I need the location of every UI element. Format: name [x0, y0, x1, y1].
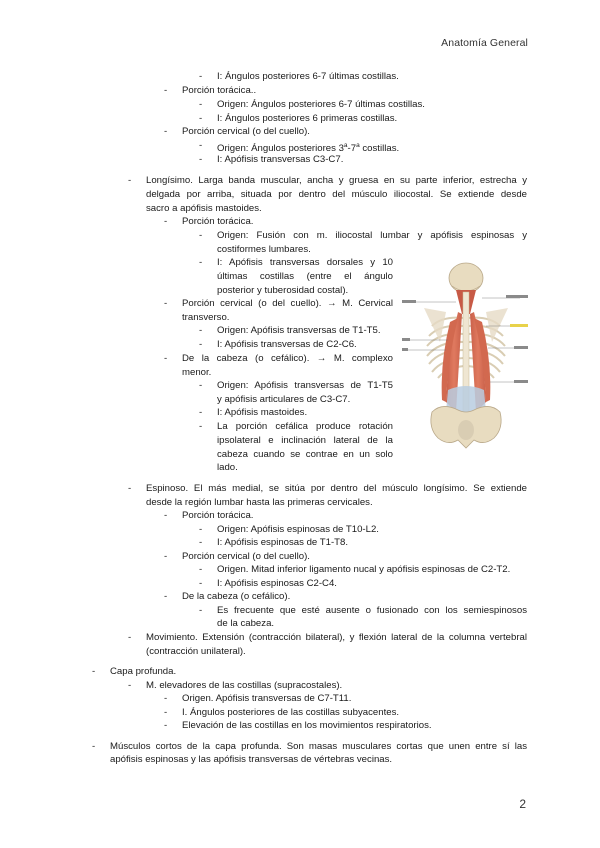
- longisimo-cabeza-origin: Origen: Apófisis transversas de T1-T5: [217, 380, 393, 391]
- espinoso-cervical-origin: Origen. Mitad inferior ligamento nucal y apófisis espinosas de C2-T2.: [217, 564, 511, 575]
- movimiento-line: Movimiento. Extensión (contracción bilateral), y flexión lateral de la columna vertebral: [146, 632, 527, 643]
- cortos-line: apófisis espinosas y las apófisis transversas de vértebras vecinas.: [110, 754, 393, 765]
- espinoso-cabeza-note: Es frecuente que esté ausente o fusionado con los semiespinosos: [217, 605, 527, 616]
- bullet-dash: -: [199, 578, 203, 589]
- elevadores-function: Elevación de las costillas en los movimientos respiratorios.: [182, 720, 432, 731]
- iliocostal-cervical-origin: Origen: Ángulos posteriores 3$^a$-7$^a$ costillas.: [217, 142, 400, 155]
- bullet-dash: -: [199, 421, 203, 432]
- bullet-dash: -: [128, 483, 132, 494]
- longisimo-cabeza-title: menor.: [182, 367, 212, 378]
- elevadores-insertion: I. Ángulos posteriores de las costillas subyacentes.: [182, 707, 400, 718]
- bullet-dash: -: [164, 707, 168, 718]
- bullet-dash: -: [164, 216, 168, 227]
- longisimo-desc-line: Longísimo. Larga banda muscular, ancha y gruesa en su parte inferior, estrecha y: [146, 175, 527, 186]
- bullet-dash: -: [199, 325, 203, 336]
- bullet-dash: -: [92, 666, 96, 677]
- bullet-dash: -: [199, 140, 203, 151]
- bullet-dash: -: [199, 564, 203, 575]
- cortos-line: Músculos cortos de la capa profunda. Son masas musculares cortas que unen entre sí las: [110, 741, 527, 752]
- longisimo-cabeza-note: lado.: [217, 462, 238, 473]
- espinoso-toracica-origin: Origen: Apófisis espinosas de T10-L2.: [217, 524, 379, 535]
- iliocostal-toracica-origin: Origen: Ángulos posteriores 6-7 últimas costillas.: [217, 99, 425, 110]
- bullet-dash: -: [199, 339, 203, 350]
- bullet-dash: -: [92, 741, 96, 752]
- bullet-dash: -: [199, 230, 203, 241]
- capa-profunda-title: Capa profunda.: [110, 666, 177, 677]
- iliocostal-toracica-title: Porción torácica..: [182, 85, 257, 96]
- bullet-dash: -: [164, 85, 168, 96]
- bullet-dash: -: [128, 632, 132, 643]
- elevadores-origin: Origen. Apófisis transversas de C7-T11.: [182, 693, 352, 704]
- iliocostal-cervical-title: Porción cervical (o del cuello).: [182, 126, 310, 137]
- longisimo-cabeza-insertion: I: Apófisis mastoides.: [217, 407, 308, 418]
- espinoso-toracica-insertion: I: Apófisis espinosas de T1-T8.: [217, 537, 349, 548]
- longisimo-desc-line: sacro a apófisis mastoides.: [146, 203, 262, 214]
- espinoso-cervical-insertion: I: Apófisis espinosas C2-C4.: [217, 578, 337, 589]
- espinoso-cabeza-note: de la cabeza.: [217, 618, 275, 629]
- bullet-dash: -: [199, 380, 203, 391]
- bullet-dash: -: [164, 510, 168, 521]
- bullet-dash: -: [164, 693, 168, 704]
- longisimo-cervical-title: transverso.: [182, 312, 230, 323]
- page-number: 2: [519, 797, 526, 811]
- longisimo-desc-line: delgada por arriba, situada por dentro del músculo iliocostal. Se extiende desde: [146, 189, 527, 200]
- longisimo-cabeza-origin: y apófisis articulares de C3-C7.: [217, 394, 351, 405]
- longisimo-cervical-title: Porción cervical (o del cuello). → M. Cervical: [182, 298, 393, 309]
- espinoso-desc-line: desde la región lumbar hasta las primeras cervicales.: [146, 497, 373, 508]
- page-header: Anatomía General: [441, 37, 528, 49]
- longisimo-toracica-origin: Origen: Fusión con m. iliocostal lumbar y apófisis espinosas y: [217, 230, 527, 241]
- bullet-dash: -: [128, 175, 132, 186]
- bullet-dash: -: [164, 353, 168, 364]
- espinoso-desc-line: Espinoso. El más medial, se sitúa por dentro del músculo longísimo. Se extiende: [146, 483, 527, 494]
- longisimo-cabeza-note: La porción cefálica produce rotación: [217, 421, 393, 432]
- longisimo-cabeza-note: ipsolateral e inclinación lateral de la: [217, 435, 393, 446]
- espinoso-cabeza-title: De la cabeza (o cefálico).: [182, 591, 291, 602]
- bullet-dash: -: [199, 605, 203, 616]
- bullet-dash: -: [199, 524, 203, 535]
- movimiento-line: (contracción unilateral).: [146, 646, 246, 657]
- longisimo-toracica-origin: costiformes lumbares.: [217, 244, 311, 255]
- bullet-dash: -: [199, 113, 203, 124]
- iliocostal-lumbar-insertion: I: Ángulos posteriores 6-7 últimas costillas.: [217, 71, 399, 82]
- iliocostal-cervical-insertion: I: Apófisis transversas C3-C7.: [217, 154, 344, 165]
- bullet-dash: -: [199, 407, 203, 418]
- longisimo-cervical-origin: Origen: Apófisis transversas de T1-T5.: [217, 325, 381, 336]
- bullet-dash: -: [164, 126, 168, 137]
- bullet-dash: -: [128, 680, 132, 691]
- bullet-dash: -: [164, 591, 168, 602]
- espinoso-cervical-title: Porción cervical (o del cuello).: [182, 551, 310, 562]
- bullet-dash: -: [164, 720, 168, 731]
- longisimo-toracica-insertion: posterior y tuberosidad costal).: [217, 285, 349, 296]
- longisimo-cervical-insertion: I: Apófisis transversas de C2-C6.: [217, 339, 357, 350]
- bullet-dash: -: [164, 298, 168, 309]
- bullet-dash: -: [199, 257, 203, 268]
- longisimo-toracica-insertion: últimas costillas (entre el ángulo: [217, 271, 393, 282]
- back-muscles-figure: [402, 262, 530, 452]
- longisimo-toracica-title: Porción torácica.: [182, 216, 254, 227]
- elevadores-title: M. elevadores de las costillas (supracostales).: [146, 680, 343, 691]
- longisimo-cabeza-note: cabeza cuando se contrae en un solo: [217, 449, 393, 460]
- longisimo-cabeza-title: De la cabeza (o cefálico). → M. complexo: [182, 353, 393, 364]
- espinoso-toracica-title: Porción torácica.: [182, 510, 254, 521]
- longisimo-toracica-insertion: I: Apófisis transversas dorsales y 10: [217, 257, 393, 268]
- bullet-dash: -: [199, 154, 203, 165]
- iliocostal-toracica-insertion: I: Ángulos posteriores 6 primeras costillas.: [217, 113, 398, 124]
- erector-spinae-illustration: [402, 262, 530, 452]
- bullet-dash: -: [199, 99, 203, 110]
- bullet-dash: -: [199, 537, 203, 548]
- bullet-dash: -: [199, 71, 203, 82]
- bullet-dash: -: [164, 551, 168, 562]
